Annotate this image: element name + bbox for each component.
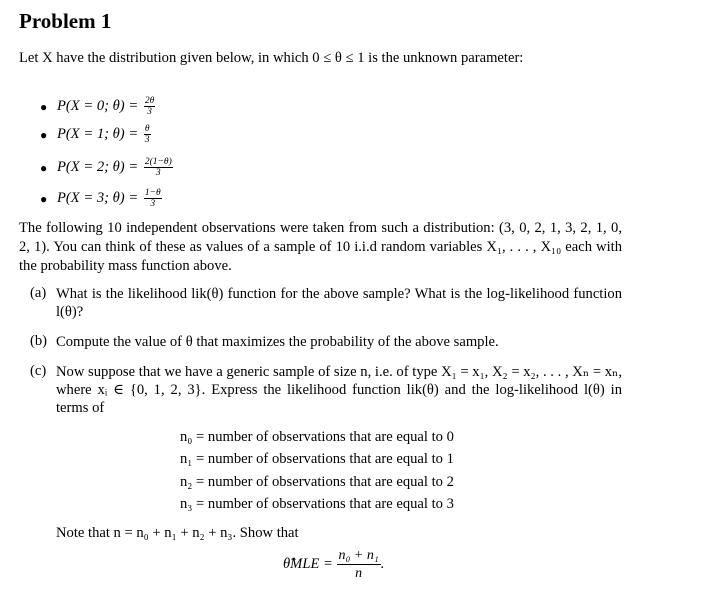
mle-period: . <box>380 555 385 572</box>
bullet-icon: ● <box>40 161 48 175</box>
pmf-fraction <box>144 124 151 145</box>
mle-formula <box>283 547 384 582</box>
part-b-label: (b) <box>30 333 48 349</box>
part-c-text: Now suppose that we have a generic sample of size n, i.e. of type X₁ = x₁, X₂ = x₂, . . . , Xₙ = xₙ, where xᵢ ∈ {0, 1, 2, 3}. Express the likelihood function lik(θ) and the log-likelihood l(θ) in terms of <box>56 364 622 416</box>
pmf-den: 3 <box>144 135 150 145</box>
pmf-den: 3 <box>147 107 152 117</box>
bullet-icon: ● <box>40 100 48 114</box>
mle-lhs: θ̂MLE = <box>283 555 333 572</box>
pmf-fraction <box>144 157 173 178</box>
pmf-lhs: P(X = 1; θ) = <box>57 125 139 142</box>
definition-n3: n₃ = number of observations that are equal to 3 <box>180 496 454 512</box>
pmf-lhs: P(X = 3; θ) = <box>57 189 139 206</box>
problem-title: Problem 1 <box>19 9 112 33</box>
definition-n0: n₀ = number of observations that are equal to 0 <box>180 429 454 445</box>
pmf-fraction <box>144 188 162 209</box>
pmf-num: 2(1−θ) <box>144 157 172 167</box>
bullet-icon: ● <box>40 128 48 142</box>
pmf-item-1 <box>57 124 151 145</box>
pmf-num: 1−θ <box>144 188 161 198</box>
mle-num: n₀ + n₁ <box>338 548 379 563</box>
part-c-label: (c) <box>30 363 47 379</box>
pmf-lhs: P(X = 2; θ) = <box>57 158 139 175</box>
mle-fraction <box>337 547 381 582</box>
bullet-icon: ● <box>40 192 48 206</box>
mle-den: n <box>355 566 363 581</box>
pmf-num: θ <box>144 124 150 134</box>
pmf-fraction <box>144 96 155 117</box>
pmf-item-0 <box>57 96 155 117</box>
pmf-lhs: P(X = 0; θ) = <box>57 97 139 114</box>
part-b-text: Compute the value of θ that maximizes the probability of the above sample. <box>56 334 499 350</box>
part-a-label: (a) <box>30 285 47 301</box>
intro-text: Let X have the distribution given below, in which 0 ≤ θ ≤ 1 is the unknown parameter: <box>19 50 524 66</box>
pmf-num: 2θ <box>144 96 155 106</box>
pmf-den: 3 <box>150 199 156 209</box>
part-a-text: What is the likelihood lik(θ) function for the above sample? What is the log-likelihood function l(θ)? <box>56 286 622 320</box>
observations-paragraph: The following 10 independent observations were taken from such a distribution: (3, 0, 2, 1, 3, 2, 1, 0, 2, 1). You can think of these as values of a sample of 10 i.i.d random variables X₁, . . . , X₁₀ each with the probability mass function above. <box>19 220 622 274</box>
definition-n2: n₂ = number of observations that are equal to 2 <box>180 474 454 490</box>
pmf-item-2 <box>57 157 173 178</box>
pmf-item-3 <box>57 188 162 209</box>
pmf-den: 3 <box>155 168 161 178</box>
definition-n1: n₁ = number of observations that are equal to 1 <box>180 451 454 467</box>
note-text: Note that n = n₀ + n₁ + n₂ + n₃. Show that <box>56 525 299 541</box>
